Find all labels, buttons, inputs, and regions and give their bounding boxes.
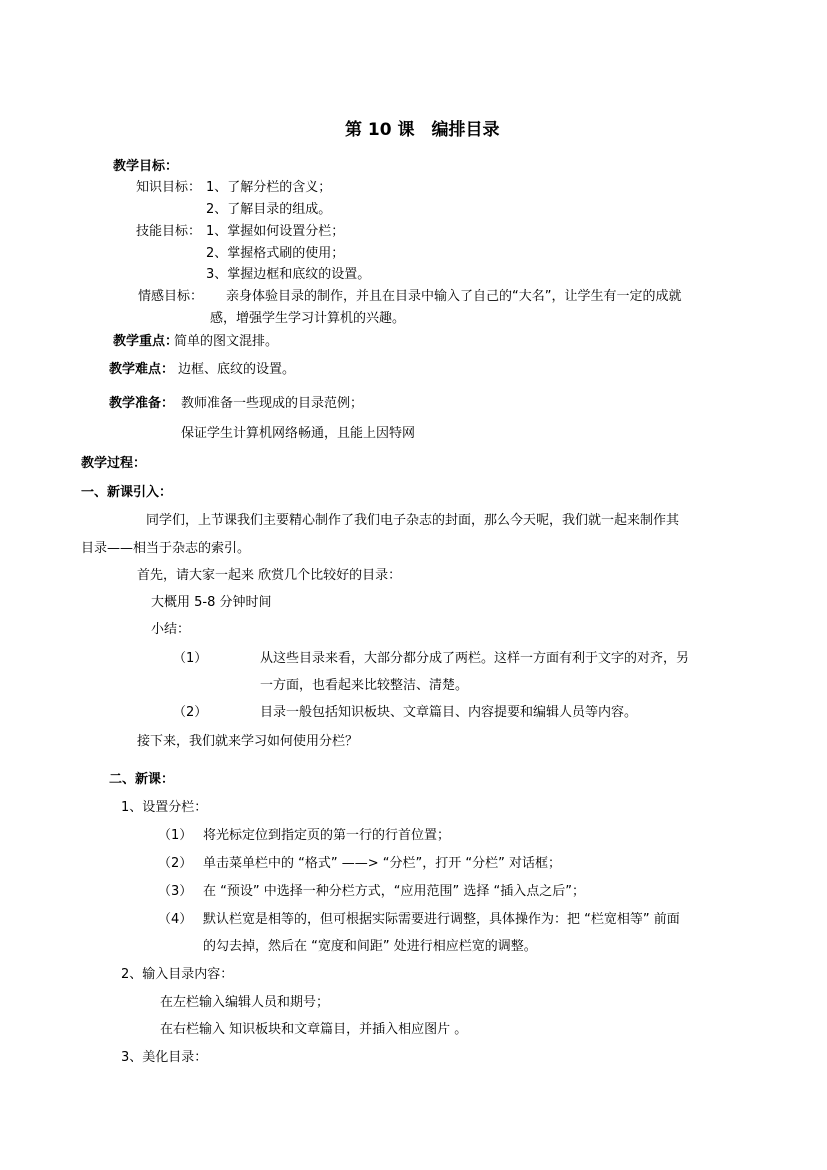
emotion-goal-line-2: 感，增强学生学习计算机的兴趣。: [210, 311, 406, 326]
skill-goal-2: 2、掌握格式刷的使用；: [206, 246, 345, 261]
skill-goal-3: 3、掌握边框和底纹的设置。: [206, 267, 371, 282]
step-1-3-number: （3）: [158, 884, 193, 899]
summary-label: 小结：: [151, 622, 191, 637]
process-heading: 教学过程：: [81, 456, 147, 471]
step-2-title: 2、输入目录内容：: [121, 967, 234, 982]
step-2-1: 在左栏输入编辑人员和期号；: [160, 995, 330, 1010]
step-1-4-number: （4）: [158, 912, 193, 927]
intro-line-1: 同学们，上节课我们主要精心制作了我们电子杂志的封面，那么今天呢，我们就一起来制作其: [146, 513, 680, 528]
summary-1-line-2: 一方面，也看起来比较整洁、清楚。: [260, 678, 469, 693]
step-1-title: 1、设置分栏：: [121, 800, 208, 815]
knowledge-goal-1: 1、了解分栏的含义；: [206, 180, 332, 195]
step-1-1: 将光标定位到指定页的第一行的行首位置；: [203, 828, 451, 843]
prep-label: 教学准备：: [109, 396, 175, 411]
goals-heading: 教学目标：: [113, 159, 179, 174]
skill-goal-1: 1、掌握如何设置分栏；: [206, 224, 345, 239]
summary-2-line-1: 目录一般包括知识板块、文章篇目、内容提要和编辑人员等内容。: [260, 705, 638, 720]
next-line: 接下来，我们就来学习如何使用分栏？: [137, 734, 359, 749]
page-title: 第 10 课 编排目录: [345, 120, 500, 140]
difficulty-text: 边框、底纹的设置。: [178, 362, 296, 377]
focus-text: 简单的图文混排。: [174, 334, 279, 349]
prep-text-2: 保证学生计算机网络畅通，且能上因特网: [181, 426, 416, 441]
step-1-1-number: （1）: [158, 828, 193, 843]
intro-line-3: 首先，请大家一起来 欣赏几个比较好的目录：: [137, 568, 402, 583]
step-1-2-number: （2）: [158, 856, 193, 871]
section-2-heading: 二、新课：: [109, 772, 175, 787]
difficulty-label: 教学难点：: [109, 362, 175, 377]
prep-text-1: 教师准备一些现成的目录范例；: [181, 396, 364, 411]
skill-label: 技能目标：: [136, 224, 202, 239]
section-1-heading: 一、新课引入：: [81, 485, 173, 500]
step-3-title: 3、美化目录：: [121, 1050, 208, 1065]
step-1-2: 单击菜单栏中的 “格式” ——> “分栏”，打开 “分栏” 对话框；: [203, 856, 561, 871]
summary-1-line-1: 从这些目录来看，大部分都分成了两栏。这样一方面有利于文字的对齐，另: [260, 651, 690, 666]
knowledge-label: 知识目标：: [136, 180, 202, 195]
focus-label: 教学重点：: [113, 334, 179, 349]
step-1-3: 在 “预设” 中选择一种分栏方式，“应用范围” 选择 “插入点之后”；: [203, 884, 585, 899]
emotion-label: 情感目标：: [138, 289, 204, 304]
intro-line-4: 大概用 5-8 分钟时间: [151, 595, 272, 610]
emotion-goal-line-1: 亲身体验目录的制作，并且在目录中输入了自己的“大名”，让学生有一定的成就: [226, 289, 682, 304]
step-1-4-line-1: 默认栏宽是相等的，但可根据实际需要进行调整，具体操作为：把 “栏宽相等” 前面: [203, 912, 680, 927]
summary-1-number: （1）: [173, 651, 208, 666]
step-1-4-line-2: 的勾去掉，然后在 “宽度和间距” 处进行相应栏宽的调整。: [203, 939, 537, 954]
intro-line-2: 目录——相当于杂志的索引。: [81, 541, 251, 556]
step-2-2: 在右栏输入 知识板块和文章篇目，并插入相应图片 。: [160, 1022, 468, 1037]
summary-2-number: （2）: [173, 705, 208, 720]
knowledge-goal-2: 2、了解目录的组成。: [206, 202, 332, 217]
